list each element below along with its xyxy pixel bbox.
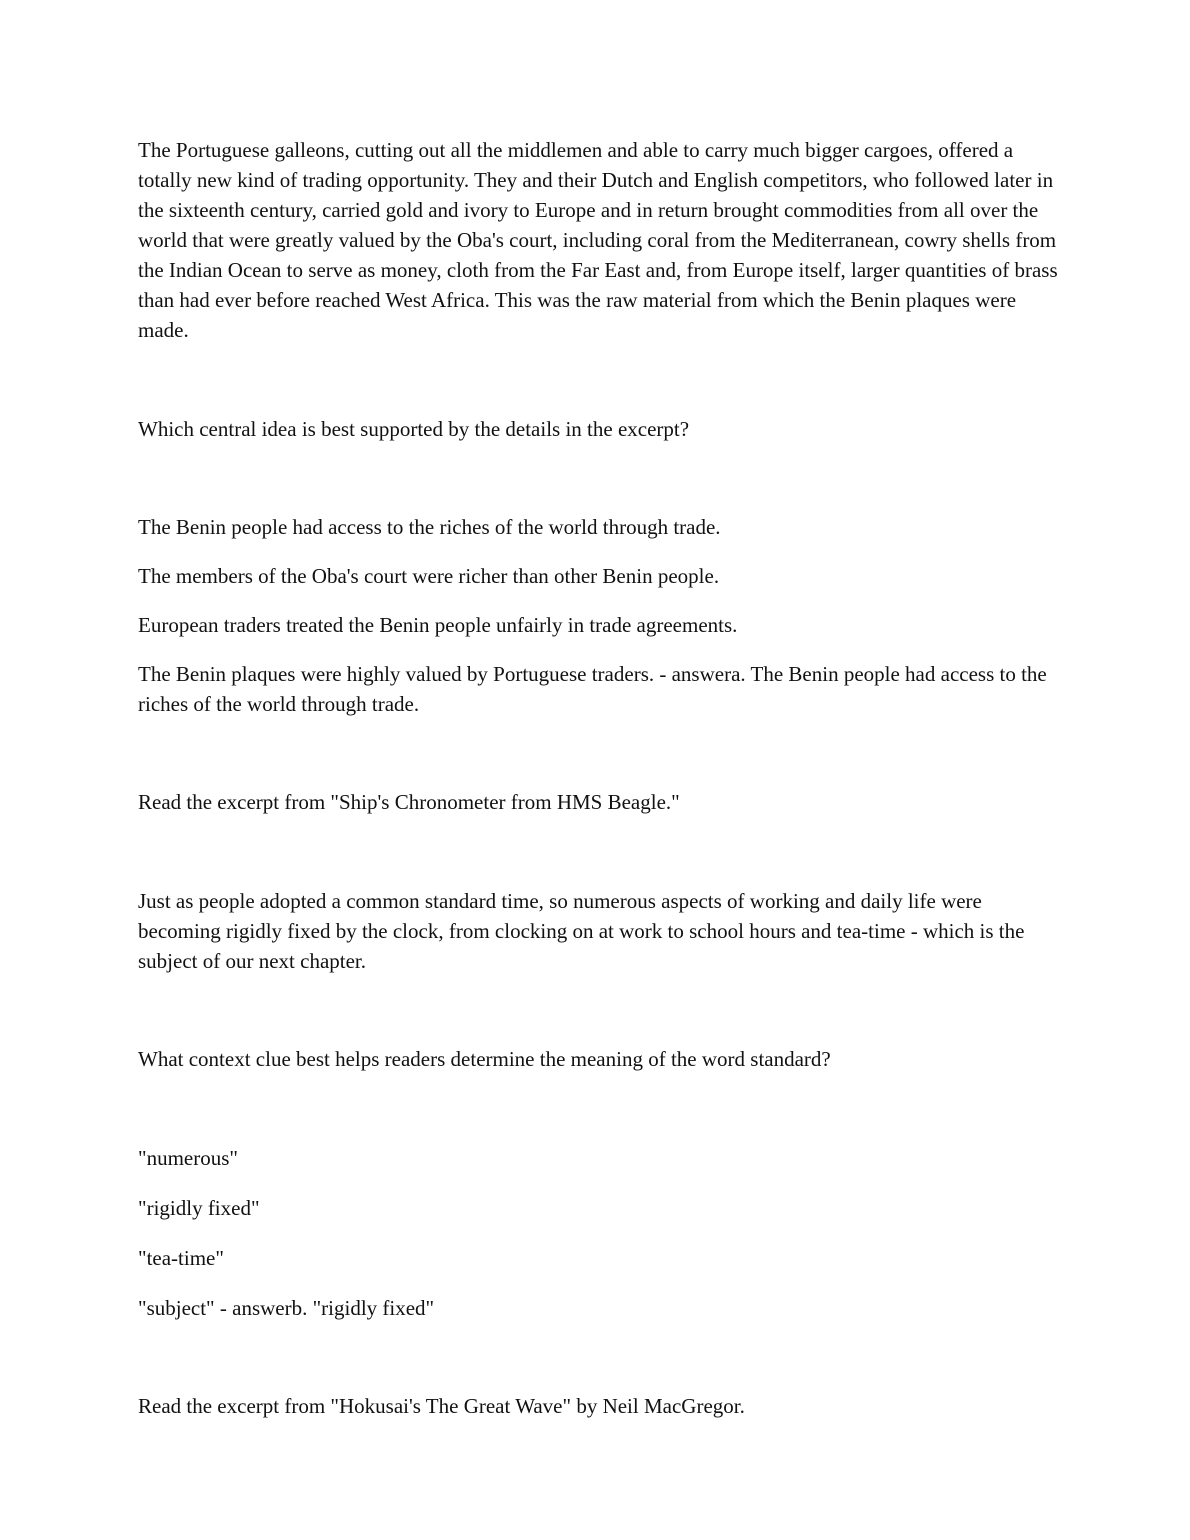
excerpt-chronometer: Just as people adopted a common standard time, so numerous aspects of working and daily life were becoming rigidly fixed by the clock, from clocking on at work to school hours and tea-time - which is the subject of our next chapter. <box>138 889 1025 973</box>
question-1-prompt: Which central idea is best supported by the details in the excerpt? <box>138 417 690 441</box>
question-1-option-d-answer: The Benin plaques were highly valued by Portuguese traders. - answera. The Benin people had access to the riches of the world through trade. <box>138 662 1047 716</box>
read-excerpt-great-wave: Read the excerpt from "Hokusai's The Great Wave" by Neil MacGregor. <box>138 1394 745 1418</box>
document-page <box>138 135 1058 1421</box>
read-excerpt-chronometer: Read the excerpt from "Ship's Chronometer from HMS Beagle." <box>138 790 680 814</box>
question-2-prompt: What context clue best helps readers determine the meaning of the word standard? <box>138 1047 831 1071</box>
question-1-option-c: European traders treated the Benin people unfairly in trade agreements. <box>138 613 738 637</box>
excerpt-benin: The Portuguese galleons, cutting out all the middlemen and able to carry much bigger cargoes, offered a totally new kind of trading opportunity. They and their Dutch and English competitors, who followed later in the sixteenth century, carried gold and ivory to Europe and in return brought commodities from all over the world that were greatly valued by the Oba's court, including coral from the Mediterranean, cowry shells from the Indian Ocean to serve as money, cloth from the Far East and, from Europe itself, larger quantities of brass than had ever before reached West Africa. This was the raw material from which the Benin plaques were made. <box>138 138 1058 342</box>
question-1-option-a: The Benin people had access to the riches of the world through trade. <box>138 515 721 539</box>
question-2-option-a: "numerous" <box>138 1146 238 1170</box>
question-1-option-b: The members of the Oba's court were richer than other Benin people. <box>138 564 720 588</box>
question-2-option-b: "rigidly fixed" <box>138 1196 260 1220</box>
question-2-option-c: "tea-time" <box>138 1246 224 1270</box>
question-2-option-d-answer: "subject" - answerb. "rigidly fixed" <box>138 1296 435 1320</box>
